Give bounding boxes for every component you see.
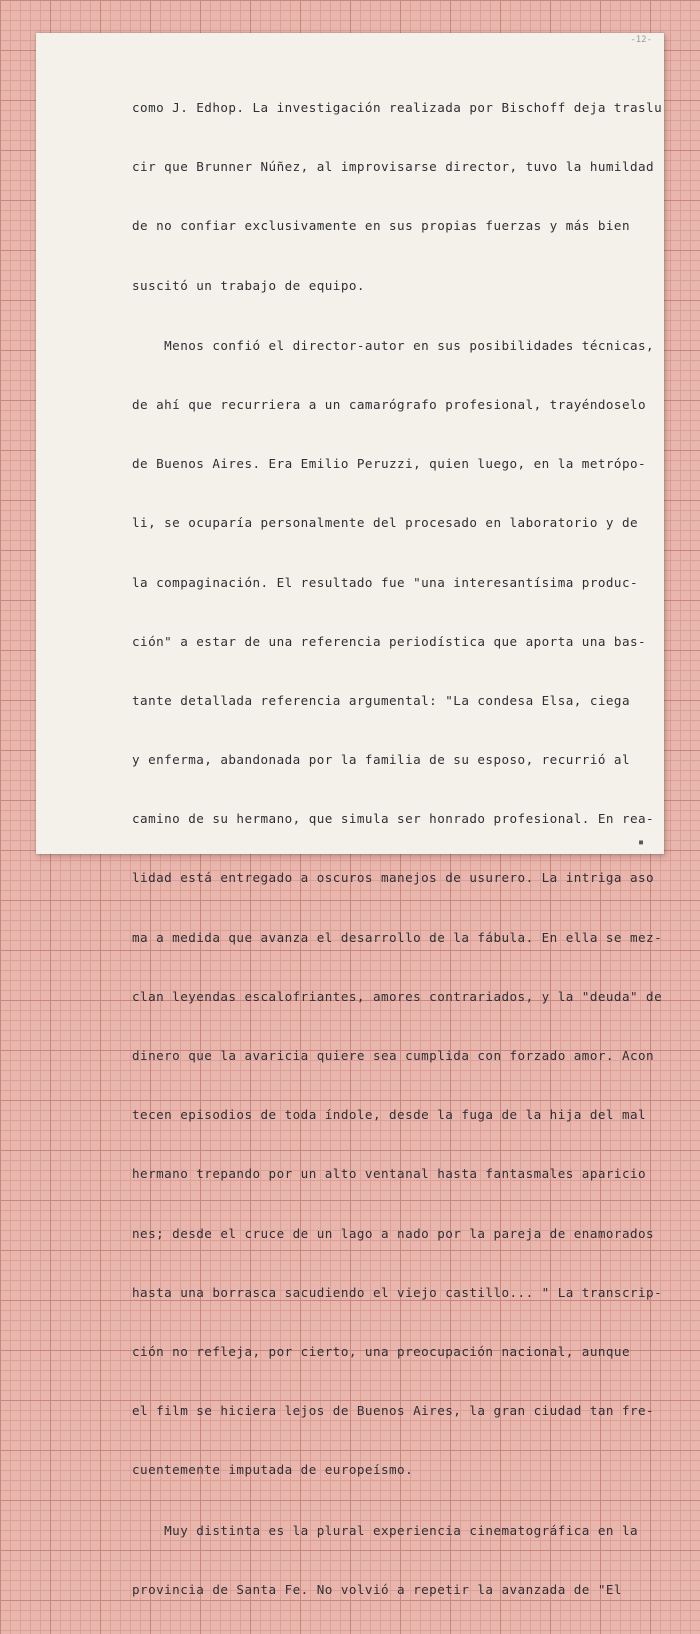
- text-line: el film se hiciera lejos de Buenos Aires, la gran ciudad tan fre-: [132, 1403, 655, 1419]
- text-line: li, se ocuparía personalmente del procesado en laboratorio y de: [132, 515, 639, 531]
- text-line: de ahí que recurriera a un camarógrafo profesional, trayéndoselo: [132, 396, 647, 412]
- corner-dot-icon: ▪: [637, 837, 644, 848]
- text-line: nes; desde el cruce de un lago a nado por la pareja de enamorados: [132, 1225, 655, 1241]
- text-line: lidad está entregado a oscuros manejos de usurero. La intriga aso: [132, 870, 655, 886]
- text-line: clan leyendas escalofriantes, amores contrariados, y la "deuda" de: [132, 988, 663, 1004]
- page-text: [132, 63, 663, 1634]
- text-line: tante detallada referencia argumental: "La condesa Elsa, ciega: [132, 692, 630, 708]
- typewritten-page: [36, 33, 664, 1597]
- text-line: y enferma, abandonada por la familia de su esposo, recurrió al: [132, 752, 630, 768]
- text-line: Muy distinta es la plural experiencia cinematográfica en la: [132, 1522, 639, 1538]
- text-line: tecen episodios de toda índole, desde la fuga de la hija del mal: [132, 1107, 647, 1123]
- text-line: ción" a estar de una referencia periodística que aporta una bas-: [132, 633, 647, 649]
- text-line: camino de su hermano, que simula ser honrado profesional. En rea-: [132, 811, 655, 827]
- text-line: como J. Edhop. La investigación realizada por Bischoff deja traslu: [132, 100, 663, 115]
- text-line: cir que Brunner Núñez, al improvisarse director, tuvo la humildad: [132, 159, 655, 175]
- text-line: provincia de Santa Fe. No volvió a repetir la avanzada de "El: [132, 1581, 622, 1597]
- text-line: suscitó un trabajo de equipo.: [132, 277, 365, 293]
- text-line: dinero que la avaricia quiere sea cumplida con forzado amor. Acon: [132, 1048, 655, 1063]
- text-line: Menos confió el director-autor en sus posibilidades técnicas,: [132, 337, 655, 353]
- text-line: cuentemente imputada de europeísmo.: [132, 1462, 414, 1478]
- text-line: hermano trepando por un alto ventanal hasta fantasmales aparicio: [132, 1166, 647, 1182]
- text-line: ma a medida que avanza el desarrollo de la fábula. En ella se mez-: [132, 929, 663, 945]
- page-number: -12-: [630, 35, 652, 45]
- text-line: hasta una borrasca sacudiendo el viejo castillo... " La transcrip-: [132, 1284, 663, 1300]
- text-line: de Buenos Aires. Era Emilio Peruzzi, quien luego, en la metrópo-: [132, 456, 647, 472]
- text-line: la compaginación. El resultado fue "una interesantísima produc-: [132, 574, 639, 590]
- text-line: de no confiar exclusivamente en sus propias fuerzas y más bien: [132, 218, 630, 234]
- text-line: ción no refleja, por cierto, una preocupación nacional, aunque: [132, 1343, 630, 1359]
